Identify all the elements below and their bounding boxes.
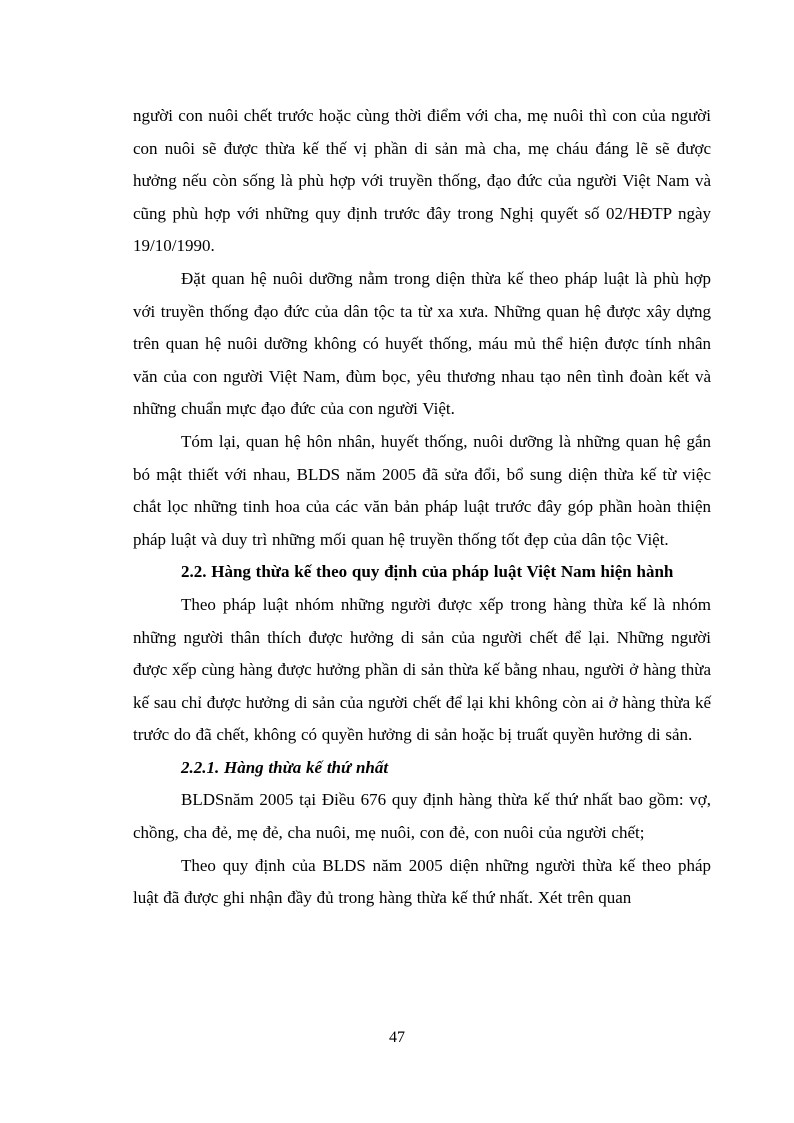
body-paragraph: Đặt quan hệ nuôi dưỡng nằm trong diện thừa kế theo pháp luật là phù hợp với truyền thống đạo đức của dân tộc ta từ xa xưa. Những quan hệ được xây dựng trên quan hệ nuôi dưỡng không có huyết thống, máu mủ thể hiện được tính nhân văn của con người Việt Nam, đùm bọc, yêu thương nhau tạo nên tình đoàn kết và những chuẩn mực đạo đức của con người Việt. [133, 268, 711, 419]
page-text-block [133, 100, 711, 915]
body-paragraph-continuation: người con nuôi chết trước hoặc cùng thời điểm với cha, mẹ nuôi thì con của người con nuôi sẽ được thừa kế thế vị phần di sản mà cha, mẹ cháu đáng lẽ sẽ được hưởng nếu còn sống là phù hợp với truyền thống, đạo đức của người Việt Nam và cũng phù hợp với những quy định trước đây trong Nghị quyết số 02/HĐTP ngày 19/10/1990. [133, 106, 711, 256]
section-heading-2-2: 2.2. Hàng thừa kế theo quy định của pháp luật Việt Nam hiện hành [181, 562, 674, 582]
page-number: 47 [389, 1029, 405, 1046]
body-paragraph: Theo quy định của BLDS năm 2005 diện những người thừa kế theo pháp luật đã được ghi nhận đầy đủ trong hàng thừa kế thứ nhất. Xét trên quan [133, 855, 711, 908]
body-paragraph: Theo pháp luật nhóm những người được xếp trong hàng thừa kế là nhóm những người thân thích được hưởng di sản của người chết để lại. Những người được xếp cùng hàng được hưởng phần di sản thừa kế bằng nhau, người ở hàng thừa kế sau chỉ được hưởng di sản của người chết để lại khi không còn ai ở hàng thừa kế trước do đã chết, không có quyền hưởng di sản hoặc bị truất quyền hưởng di sản. [133, 594, 711, 745]
body-paragraph: BLDSnăm 2005 tại Điều 676 quy định hàng thừa kế thứ nhất bao gồm: vợ, chồng, cha đẻ, mẹ đẻ, cha nuôi, mẹ nuôi, con đẻ, con nuôi của người chết; [133, 790, 711, 843]
subsection-heading-2-2-1: 2.2.1. Hàng thừa kế thứ nhất [181, 757, 389, 777]
body-paragraph: Tóm lại, quan hệ hôn nhân, huyết thống, nuôi dưỡng là những quan hệ gắn bó mật thiết với nhau, BLDS năm 2005 đã sửa đổi, bổ sung diện thừa kế từ việc chắt lọc những tinh hoa của các văn bản pháp luật trước đây góp phần hoàn thiện pháp luật và duy trì những mối quan hệ truyền thống tốt đẹp của dân tộc Việt. [133, 431, 711, 549]
